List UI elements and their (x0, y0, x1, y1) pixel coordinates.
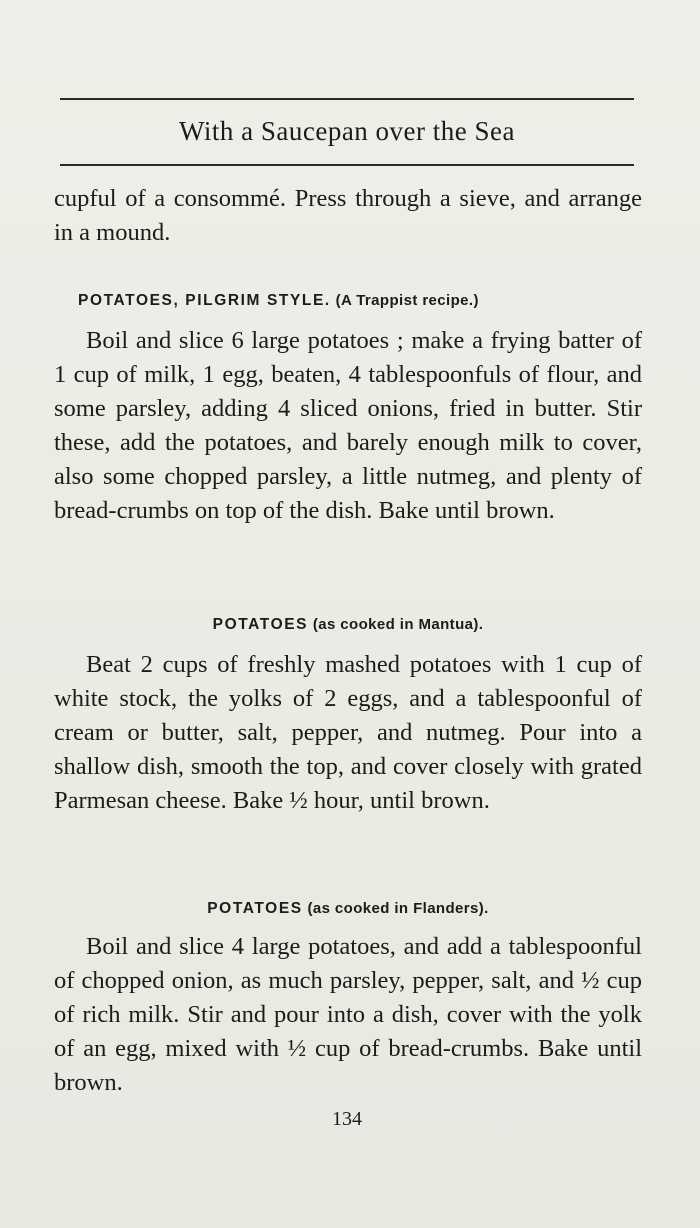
continuation-paragraph: cupful of a consommé. Press through a sieve, and arrange in a mound. (54, 185, 642, 246)
recipe-heading-pilgrim (78, 290, 638, 312)
recipe-title: POTATOES (207, 900, 303, 917)
recipe-heading-mantua (54, 614, 642, 636)
running-head: With a Saucepan over the Sea (178, 116, 516, 146)
recipe-body-flanders: Boil and slice 4 large potatoes, and add a tablespoonful of chopped onion, as much parsley, pepper, salt, and ½ cup of rich milk. Stir and pour into a dish, cover with the yolk of an egg, mixed with ½ cup of bread-crumbs. Bake until brown. (54, 933, 642, 1096)
recipe-body-mantua: Beat 2 cups of freshly mashed potatoes with 1 cup of white stock, the yolks of 2 eggs, and a tablespoonful of cream or butter, salt, pepper, and nutmeg. Pour into a shallow dish, smooth the top, and cover closely with grated Parmesan cheese. Bake ½ hour, until brown. (54, 651, 642, 814)
header-rule-top (60, 98, 634, 100)
page-number: 134 (332, 1108, 362, 1130)
recipe-note: (A Trappist recipe.) (335, 292, 479, 309)
recipe-title: POTATOES, PILGRIM STYLE. (78, 292, 331, 309)
recipe-title: POTATOES (212, 616, 309, 633)
recipe-note: (as cooked in Flanders). (307, 900, 489, 917)
header-rule-bottom (60, 164, 634, 166)
recipe-heading-flanders (54, 898, 642, 920)
recipe-body-pilgrim: Boil and slice 6 large potatoes ; make a frying batter of 1 cup of milk, 1 egg, beaten, 4 tablespoonfuls of flour, and some parsley, adding 4 sliced onions, fried in butter. Stir these, add the potatoes, and barely enough milk to cover, also some chopped parsley, a little nutmeg, and plenty of bread-crumbs on top of the dish. Bake until brown. (54, 327, 642, 524)
recipe-note: (as cooked in Mantua). (312, 616, 484, 633)
